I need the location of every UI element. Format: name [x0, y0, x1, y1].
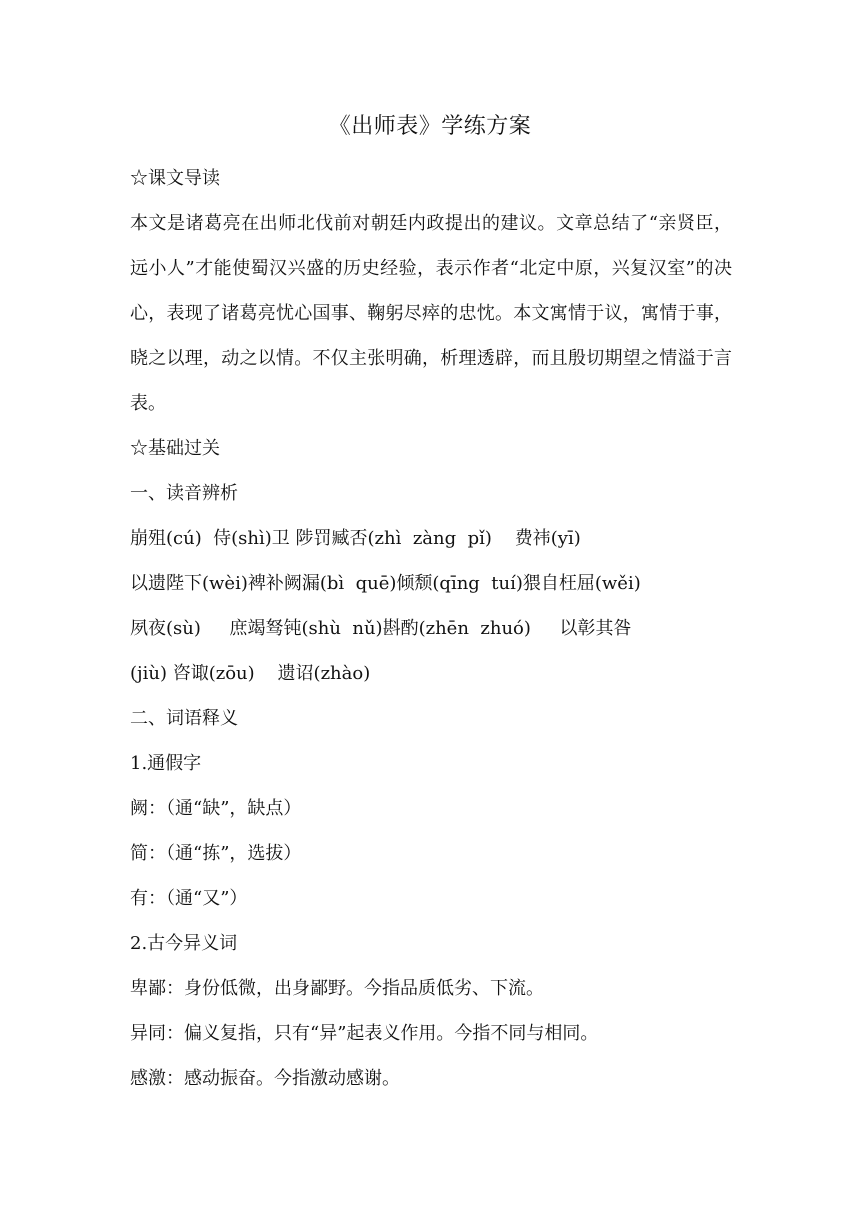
section-heading-intro: ☆课文导读	[130, 168, 220, 189]
document-body	[130, 156, 732, 1101]
sub1-heading: 1.通假字	[130, 753, 202, 774]
sub2-heading: 2.古今异义词	[130, 933, 238, 954]
tongjia-item: 有：（通“又”）	[130, 888, 248, 909]
tongjia-item: 阙：（通“缺”，缺点）	[130, 798, 302, 819]
part1-heading: 一、读音辨析	[130, 483, 238, 504]
tongjia-item: 简：（通“拣”，选拔）	[130, 843, 302, 864]
pinyin-line: 夙夜(sù) 庶竭驽钝(shù nǔ)斟酌(zhēn zhuó) 以彰其咎	[130, 618, 632, 639]
page-title: 《出师表》学练方案	[328, 114, 532, 139]
section-heading-basics: ☆基础过关	[130, 438, 220, 459]
intro-paragraph: 本文是诸葛亮在出师北伐前对朝廷内政提出的建议。文章总结了“亲贤臣，远小人”才能使蜀汉兴盛的历史经验，表示作者“北定中原，兴复汉室”的决心，表现了诸葛亮忧心国事、鞠躬尽瘁的忠忱。本文寓情于议，寓情于事，晓之以理，动之以情。不仅主张明确，析理透辟，而且殷切期望之情溢于言表。	[130, 213, 732, 414]
gujin-item: 异同：偏义复指，只有“异”起表义作用。今指不同与相同。	[130, 1023, 599, 1044]
gujin-item: 卑鄙：身份低微，出身鄙野。今指品质低劣、下流。	[130, 978, 544, 999]
pinyin-line: 以遗陛下(wèi)裨补阙漏(bì quē)倾颓(qīng tuí)猥自枉屈(wěi)	[130, 573, 641, 594]
part2-heading: 二、词语释义	[130, 708, 238, 729]
gujin-item: 感激：感动振奋。今指激动感谢。	[130, 1068, 400, 1089]
pinyin-line: (jiù) 咨诹(zōu) 遗诏(zhào)	[130, 663, 371, 684]
pinyin-line: 崩殂(cú) 侍(shì)卫 陟罚臧否(zhì zàng pǐ) 费祎(yī)	[130, 528, 581, 549]
